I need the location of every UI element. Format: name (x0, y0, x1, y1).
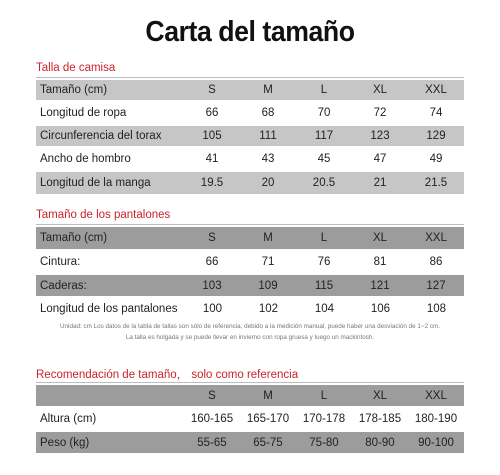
size-xxl: XXL (425, 232, 447, 244)
size-m: M (263, 389, 273, 402)
cell: 66 (205, 107, 219, 119)
table-row (36, 275, 464, 296)
shirt-section-title: Talla de camisa (36, 62, 116, 74)
size-xxl: XXL (425, 84, 447, 96)
cell: 80-90 (365, 436, 395, 449)
divider (36, 382, 464, 383)
cell: 115 (314, 279, 334, 292)
cell: 170-178 (302, 413, 346, 425)
cell: 106 (370, 303, 391, 315)
cell: 20.5 (312, 177, 336, 189)
size-m: M (263, 84, 273, 96)
pants-section-title: Tamaño de los pantalones (36, 209, 171, 221)
cell: 43 (261, 153, 275, 165)
size-xxl: XXL (425, 389, 447, 402)
cell: 20 (261, 177, 275, 189)
cell: 100 (202, 303, 223, 315)
table-row (36, 252, 464, 272)
cell: 19.5 (200, 177, 224, 189)
table-row (36, 299, 464, 319)
size-xl: XL (372, 84, 388, 96)
row-label: Peso (kg) (40, 436, 90, 449)
cell: 129 (426, 130, 446, 142)
size-s: S (208, 389, 216, 402)
row-label: Longitud de la manga (40, 177, 151, 189)
cell: 111 (259, 130, 277, 142)
cell: 127 (426, 279, 446, 292)
cell: 74 (429, 107, 443, 119)
table-row (36, 172, 464, 194)
cell: 47 (373, 153, 387, 165)
size-xl: XL (372, 389, 388, 402)
header-label: Tamaño (cm) (40, 84, 108, 96)
size-xl: XL (372, 232, 388, 244)
cell: 108 (426, 303, 447, 315)
table-row (36, 432, 464, 453)
row-label: Caderas: (40, 279, 87, 292)
cell: 160-165 (190, 413, 234, 425)
cell: 65-75 (253, 436, 283, 449)
cell: 180-190 (414, 413, 458, 425)
cell: 81 (373, 256, 387, 268)
size-l: L (320, 84, 328, 96)
cell: 102 (258, 303, 279, 315)
header-label: Tamaño (cm) (40, 232, 108, 244)
cell: 109 (258, 279, 278, 292)
row-label: Altura (cm) (40, 413, 97, 425)
cell: 49 (429, 153, 443, 165)
cell: 68 (261, 107, 275, 119)
cell: 165-170 (246, 413, 290, 425)
cell: 70 (317, 107, 331, 119)
cell: 121 (370, 279, 390, 292)
size-s: S (208, 84, 216, 96)
pants-header-row (36, 227, 464, 249)
cell: 90-100 (418, 436, 454, 449)
shirt-header-row (36, 80, 464, 100)
page-title: Carta del tamaño (145, 16, 355, 48)
table-row (36, 149, 464, 169)
cell: 55-65 (197, 436, 227, 449)
cell: 86 (429, 256, 443, 268)
row-label: Ancho de hombro (40, 153, 131, 165)
note-line-1: Unidad: cm Los datos de la tabla de tallas son sólo de referencia, debido a la medición manual, puede haber una desviación de 1~2 cm. (60, 323, 440, 330)
cell: 21.5 (424, 177, 448, 189)
cell: 41 (205, 153, 219, 165)
row-label: Circunferencia del torax (40, 130, 162, 142)
cell: 105 (202, 130, 222, 142)
cell: 71 (261, 256, 275, 268)
size-l: L (320, 389, 328, 402)
cell: 103 (202, 279, 222, 292)
cell: 76 (317, 256, 331, 268)
recommend-header-row (36, 385, 464, 406)
measurement-note (36, 321, 464, 343)
cell: 123 (370, 130, 390, 142)
cell: 45 (317, 153, 331, 165)
recommend-section-title: Recomendación de tamaño， solo como referencia (36, 369, 299, 381)
divider (36, 77, 464, 78)
cell: 66 (205, 256, 219, 268)
row-label: Longitud de ropa (40, 107, 127, 119)
cell: 117 (314, 130, 334, 142)
size-s: S (208, 232, 216, 244)
row-label: Cintura: (40, 256, 81, 268)
size-m: M (263, 232, 273, 244)
cell: 75-80 (309, 436, 339, 449)
cell: 104 (314, 303, 335, 315)
divider (36, 224, 464, 225)
cell: 178-185 (358, 413, 402, 425)
note-line-2: La talla es holgada y se puede llevar en invierno con ropa gruesa y luego un mackintosh. (125, 334, 375, 341)
table-row (36, 103, 464, 123)
row-label: Longitud de los pantalones (40, 303, 178, 315)
size-l: L (320, 232, 328, 244)
cell: 72 (373, 107, 387, 119)
table-row (36, 126, 464, 146)
table-row (36, 409, 464, 429)
cell: 21 (373, 177, 387, 189)
